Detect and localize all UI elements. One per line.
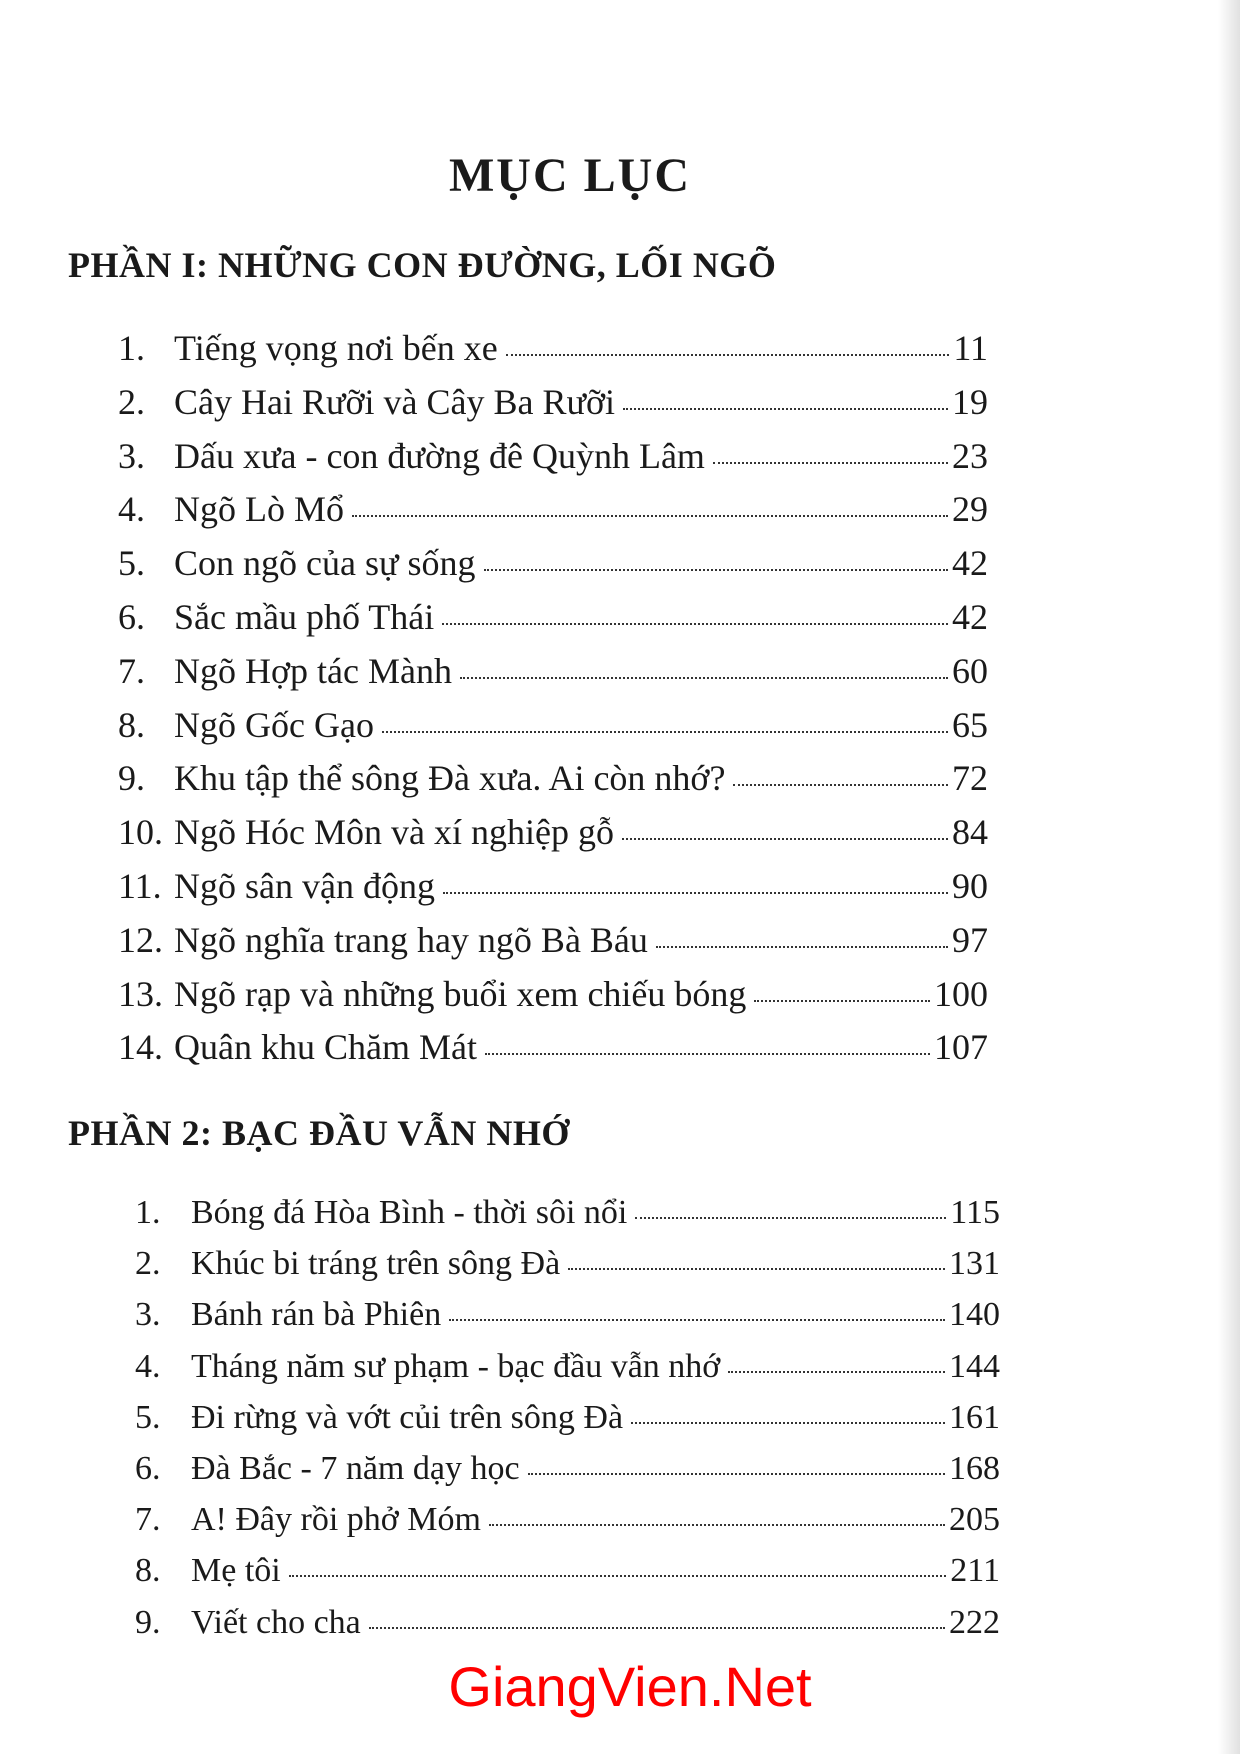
toc-dot-leader	[460, 677, 948, 679]
toc-entry-number: 6.	[135, 1449, 161, 1487]
toc-entry-title: Ngõ Lò Mổ	[174, 489, 344, 530]
watermark: GiangVien.Net	[448, 1655, 812, 1718]
toc-entry-number: 11.	[118, 865, 162, 906]
toc-entry-page-number: 84	[952, 812, 988, 853]
part-1-heading: PHẦN I: NHỮNG CON ĐƯỜNG, LỐI NGÕ	[68, 245, 777, 285]
toc-entry-number: 4.	[135, 1347, 161, 1385]
page-title: MỤC LỤC	[449, 149, 691, 202]
toc-entry-number: 2.	[118, 381, 145, 422]
toc-entry-title: Sắc mầu phố Thái	[174, 596, 435, 637]
toc-entry-page-number: 222	[949, 1603, 1000, 1641]
toc-entry-title: Quân khu Chăm Mát	[174, 1027, 477, 1068]
toc-entry[interactable]	[118, 491, 988, 545]
toc-entry[interactable]	[135, 1398, 1000, 1452]
toc-entry[interactable]	[135, 1449, 1000, 1503]
toc-entry[interactable]	[118, 814, 988, 868]
toc-entry[interactable]	[135, 1603, 1000, 1657]
toc-entry-page-number: 42	[952, 543, 988, 584]
toc-entry-title: Cây Hai Rưỡi và Cây Ba Rưỡi	[174, 381, 616, 422]
toc-entry-number: 8.	[118, 704, 145, 745]
toc-entry-number: 13.	[118, 973, 163, 1014]
toc-dot-leader	[656, 946, 948, 948]
toc-dot-leader	[289, 1575, 947, 1577]
toc-entry[interactable]	[118, 865, 988, 922]
toc-entry-number: 3.	[135, 1296, 161, 1334]
toc-entry-page-number: 23	[952, 435, 988, 476]
toc-entry-page-number: 205	[949, 1501, 1000, 1539]
toc-entry-number: 1.	[118, 328, 145, 368]
toc-dot-leader	[528, 1473, 945, 1475]
toc-entry-page-number: 60	[952, 650, 988, 691]
toc-entry-page-number: 161	[949, 1398, 1000, 1436]
toc-entry-title: Bánh rán bà Phiên	[191, 1296, 442, 1334]
toc-dot-leader	[623, 408, 948, 410]
toc-entry[interactable]	[118, 596, 988, 653]
toc-entry[interactable]	[135, 1503, 1000, 1554]
toc-entry-title: Tiếng vọng nơi bến xe	[174, 328, 498, 368]
toc-entry[interactable]	[118, 330, 988, 384]
toc-dot-leader	[635, 1217, 946, 1219]
toc-entry-title: Đà Bắc - 7 năm dạy học	[191, 1449, 520, 1487]
toc-entry-number: 14.	[118, 1027, 163, 1068]
toc-entry-title: Viết cho cha	[191, 1603, 361, 1641]
toc-entry[interactable]	[135, 1247, 1000, 1298]
toc-entry-page-number: 140	[949, 1296, 1000, 1334]
toc-entry-title: Con ngõ của sự sống	[174, 543, 476, 584]
toc-entry-page-number: 97	[952, 919, 988, 960]
toc-dot-leader	[728, 1371, 945, 1373]
toc-entry-page-number: 131	[949, 1245, 1000, 1283]
toc-dot-leader	[442, 623, 948, 625]
part-2-heading: PHẦN 2: BẠC ĐẦU VẪN NHỚ	[68, 1113, 570, 1153]
toc-entry-number: 7.	[118, 650, 145, 691]
toc-entry-number: 6.	[118, 596, 145, 637]
part-1-toc-list	[118, 330, 988, 1083]
toc-dot-leader	[622, 838, 948, 840]
toc-entry-title: Ngõ Hóc Môn và xí nghiệp gỗ	[174, 812, 614, 853]
toc-entry-title: Ngõ sân vận động	[174, 865, 435, 906]
toc-dot-leader	[485, 1053, 930, 1055]
toc-entry-number: 10.	[118, 812, 163, 853]
toc-entry-number: 9.	[135, 1603, 161, 1641]
toc-entry-number: 9.	[118, 758, 145, 799]
toc-entry[interactable]	[118, 650, 988, 707]
part-2-toc-list	[135, 1196, 1000, 1657]
toc-dot-leader	[449, 1319, 945, 1321]
toc-entry-page-number: 168	[949, 1449, 1000, 1487]
toc-entry-title: A! Đây rồi phở Móm	[191, 1501, 481, 1539]
toc-dot-leader	[352, 515, 948, 517]
toc-entry[interactable]	[118, 435, 988, 492]
toc-entry[interactable]	[118, 973, 988, 1030]
toc-entry-page-number: 11	[953, 328, 988, 368]
toc-entry[interactable]	[135, 1347, 1000, 1401]
toc-entry[interactable]	[118, 1029, 988, 1083]
toc-entry-page-number: 107	[934, 1027, 988, 1068]
toc-entry[interactable]	[135, 1298, 1000, 1349]
toc-entry-title: Khúc bi tráng trên sông Đà	[191, 1245, 561, 1283]
toc-entry-title: Ngõ Hợp tác Mành	[174, 650, 452, 691]
toc-dot-leader	[733, 784, 948, 786]
toc-entry-page-number: 65	[952, 704, 988, 745]
toc-entry-page-number: 29	[952, 489, 988, 530]
toc-dot-leader	[754, 1000, 930, 1002]
toc-dot-leader	[568, 1268, 945, 1270]
toc-entry[interactable]	[118, 545, 988, 599]
page-edge-shadow	[1218, 0, 1240, 1754]
toc-entry-title: Ngõ rạp và những buổi xem chiếu bóng	[174, 973, 747, 1014]
toc-dot-leader	[443, 892, 948, 894]
toc-entry-title: Đi rừng và vớt củi trên sông Đà	[191, 1398, 624, 1436]
toc-entry[interactable]	[118, 760, 988, 814]
toc-entry[interactable]	[135, 1196, 1000, 1247]
toc-dot-leader	[713, 462, 948, 464]
toc-entry[interactable]	[118, 704, 988, 761]
toc-entry-number: 2.	[135, 1245, 161, 1283]
toc-entry-title: Ngõ nghĩa trang hay ngõ Bà Báu	[174, 919, 648, 960]
toc-entry[interactable]	[118, 919, 988, 976]
toc-entry-title: Dấu xưa - con đường đê Quỳnh Lâm	[174, 435, 705, 476]
toc-dot-leader	[631, 1422, 945, 1424]
toc-entry-title: Khu tập thể sông Đà xưa. Ai còn nhớ?	[174, 758, 726, 799]
toc-entry-number: 8.	[135, 1552, 161, 1590]
toc-entry-number: 12.	[118, 919, 163, 960]
toc-entry[interactable]	[135, 1554, 1000, 1605]
toc-entry-page-number: 211	[950, 1552, 1000, 1590]
toc-entry-page-number: 115	[950, 1194, 1000, 1231]
toc-entry[interactable]	[118, 381, 988, 438]
toc-entry-number: 3.	[118, 435, 145, 476]
toc-entry-page-number: 144	[949, 1347, 1000, 1385]
toc-dot-leader	[369, 1627, 945, 1629]
toc-dot-leader	[484, 569, 949, 571]
toc-entry-title: Bóng đá Hòa Bình - thời sôi nổi	[191, 1194, 628, 1231]
toc-dot-leader	[506, 354, 950, 356]
toc-entry-number: 5.	[118, 543, 145, 584]
toc-entry-number: 5.	[135, 1398, 161, 1436]
toc-entry-title: Ngõ Gốc Gạo	[174, 704, 374, 745]
toc-dot-leader	[382, 731, 948, 733]
toc-dot-leader	[489, 1524, 945, 1526]
toc-entry-number: 7.	[135, 1501, 161, 1539]
toc-entry-page-number: 19	[952, 381, 988, 422]
toc-entry-page-number: 72	[952, 758, 988, 799]
toc-entry-number: 1.	[135, 1194, 161, 1231]
toc-entry-page-number: 42	[952, 596, 988, 637]
toc-entry-page-number: 90	[952, 865, 988, 906]
toc-entry-title: Tháng năm sư phạm - bạc đầu vẫn nhớ	[191, 1347, 721, 1385]
toc-entry-title: Mẹ tôi	[191, 1552, 281, 1590]
toc-entry-number: 4.	[118, 489, 145, 530]
toc-entry-page-number: 100	[934, 973, 988, 1014]
